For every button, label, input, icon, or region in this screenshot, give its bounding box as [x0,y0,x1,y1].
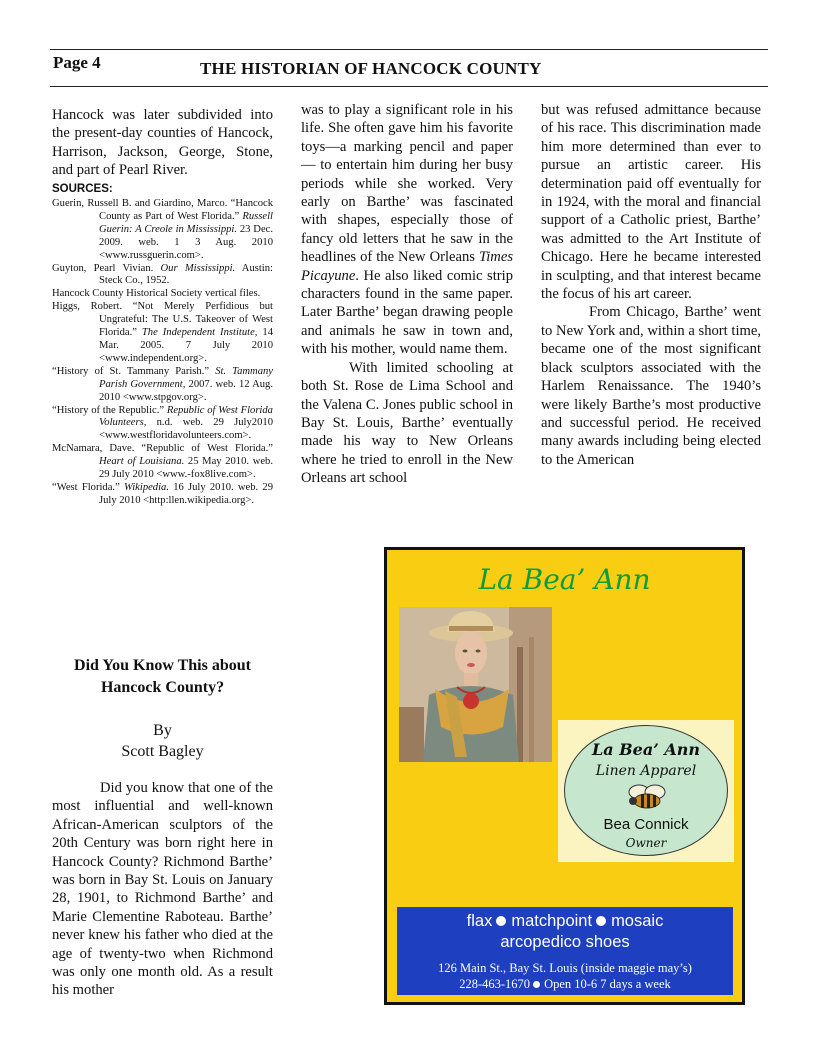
brands-line-1: flax matchpoint mosaic [466,912,664,930]
sources-list [52,198,273,508]
store-hours: Open 10-6 7 days a week [544,977,671,991]
source-entry: Higgs, Robert. “Not Merely Perfidious but Ungrateful: The U.S. Takeover of West Florida.” The Independent Institute, 14 Mar. 2005. 7 July 2010 <www.independent.org>. [52,301,273,364]
brands-line-2: arcopedico shoes [500,933,630,951]
column-right [541,101,761,469]
source-entry: Hancock County Historical Society vertical files. [52,288,261,300]
masthead-title: THE HISTORIAN OF HANCOCK COUNTY [200,59,542,78]
ad-title: La Bea’ Ann [478,563,651,596]
intro-paragraph: Hancock was later subdivided into the present-day counties of Hancock, Harrison, Jackson, George, Stone, and part of Pearl River. [52,107,273,179]
logo-subtitle: Linen Apparel [595,763,697,779]
article-paragraph: but was refused admittance because of his race. This discrimination made him more determined than ever to pursue an artistic career. His determination paid off eventually for in 1924, with the moral and financial support of a Catholic priest, Barthe’ was admitted to the Art Institute of Chicago. Here he became interested in sculpting, and that interest became the focus of his art career. [541,102,761,303]
column-left [52,106,273,508]
masthead-rule [50,86,768,87]
source-entry: Guerin, Russell B. and Giardino, Marco. “Hancock County as Part of West Florida.” Russell Guerin: A Creole in Mississippi. 23 Dec. 2009. web. 1 3 Aug. 2010 <www.russguerin.com>. [52,198,273,261]
owner-name: Bea Connick [603,816,689,833]
byline-by: By [153,722,172,739]
top-rule [50,49,768,50]
advertisement [384,547,745,1005]
source-entry: “History of St. Tammany Parish.” St. Tammany Parish Government, 2007. web. 12 Aug. 2010 <www.stpgov.org>. [52,365,273,403]
byline-author: Scott Bagley [121,743,204,760]
store-logo [558,720,734,862]
sources-heading: SOURCES: [52,182,113,195]
logo-name: La Bea’ Ann [591,740,701,759]
article-header [52,655,273,762]
column-middle [301,101,513,488]
article-paragraph: From Chicago, Barthe’ went to New York and, within a short time, became one of the most significant black sculptors associated with the Harlem Renaissance. The 1940’s were likely Barthe’s most productive and successful period. He received many awards including being elected to the American [541,304,761,468]
store-address: 126 Main St., Bay St. Louis (inside maggie may’s) [438,961,692,975]
article-start [52,779,273,1000]
brands-banner [397,907,733,995]
bullet-icon [596,916,606,926]
source-entry: “History of the Republic.” Republic of West Florida Volunteers, n.d. web. 29 July2010 <www.westfloridavolunteers.com>. [52,404,273,442]
store-phone: 228-463-1670 [459,977,531,991]
page-number: Page 4 [53,53,101,72]
owner-title: Owner [625,836,667,850]
bullet-icon [496,916,506,926]
source-entry: Guyton, Pearl Vivian. Our Mississippi. Austin: Steck Co., 1952. [52,262,273,287]
article-title: Did You Know This about Hancock County? [74,657,251,696]
article-paragraph: was to play a significant role in his life. She often gave him his favorite toys—a marking pencil and paper— to entertain him during her busy periods while she worked. Very early on Barthe’ was fascinated with shapes, especially those of fancy old letters that he saw in the headlines of the New Orleans Times Picayune. He also liked comic strip characters found in the same paper. Later Barthe’ began drawing people and animals he saw in town and, with his mother, would name them. [301,102,513,358]
source-entry: McNamara, Dave. “Republic of West Florida.” Heart of Louisiana. 25 May 2010. web. 29 July 2010 <www.-fox8live.com>. [52,443,273,481]
bee-icon [625,782,669,814]
store-contact [397,977,733,992]
article-paragraph: Did you know that one of the most influential and well-known African-American sculptors of the 20th Century was born right here in Hancock County? Richmond Barthe’ was born in Bay St. Louis on January 28, 1901, to Richmond Barthe’ and Marie Clementine Raboteau. Barthe’ never knew his father who died at the age of twenty-two when Richmond was only one month old. As a result his mother [52,780,273,999]
article-paragraph: With limited schooling at both St. Rose de Lima School and the Valena C. Jones public school in Bay St. Louis, Barthe’ eventually made his way to New Orleans where he tried to enroll in the New Orleans art school [301,359,513,487]
mannequin-photo [399,607,552,762]
bullet-icon [533,981,540,988]
logo-oval [564,725,728,856]
source-entry: “West Florida.” Wikipedia. 16 July 2010. web. 29 July 2010 <http:llen.wikipedia.org>. [52,481,273,506]
mannequin-illustration [399,607,552,762]
